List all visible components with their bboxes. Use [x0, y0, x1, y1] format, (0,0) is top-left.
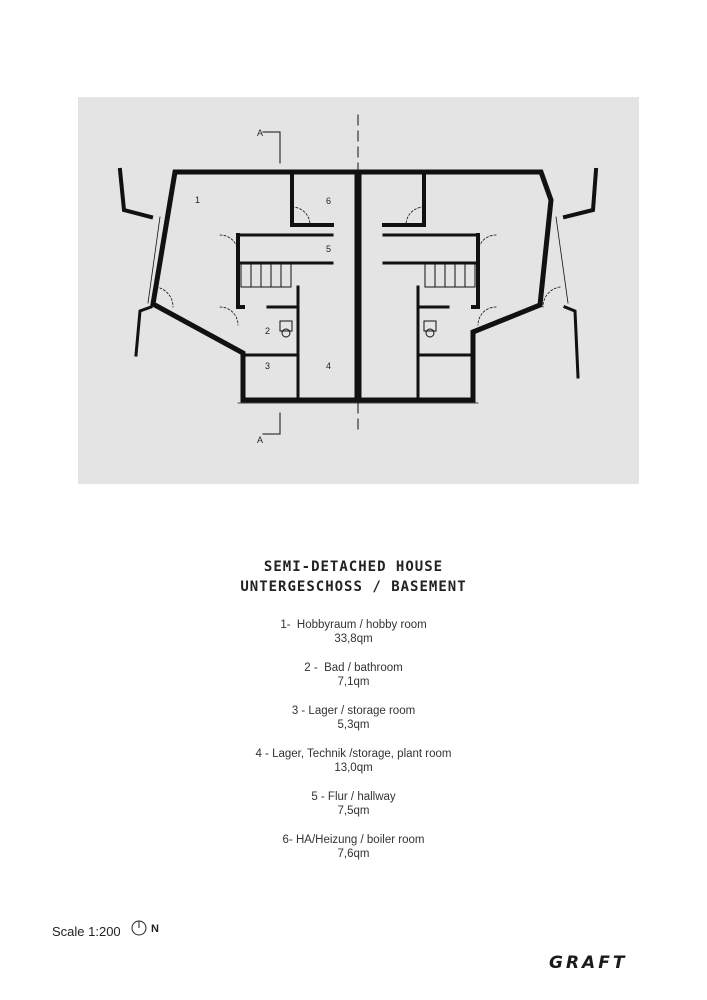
graft-logo: GRAFT: [549, 953, 628, 973]
room-label-4: 4: [326, 361, 332, 371]
room-label-3: 3: [265, 361, 271, 371]
legend-room-name: 4 - Lager, Technik /storage, plant room: [255, 748, 452, 760]
legend-item: [0, 790, 707, 818]
legend-room-area: 33,8qm: [334, 633, 373, 645]
legend-item: [0, 704, 707, 732]
legend-item: [0, 661, 707, 689]
legend-room-area: 13,0qm: [334, 762, 373, 774]
north-arrow-icon: [131, 920, 165, 940]
legend-room-name: 2 - Bad / bathroom: [304, 662, 403, 674]
scale-label: Scale 1:200: [52, 924, 121, 939]
room-legend: [0, 618, 707, 876]
legend-room-name: 1- Hobbyraum / hobby room: [280, 619, 427, 631]
legend-item: [0, 747, 707, 775]
legend-room-area: 7,1qm: [337, 676, 370, 688]
section-marker-top: A: [257, 128, 264, 138]
room-label-2: 2: [265, 326, 271, 336]
legend-room-name: 3 - Lager / storage room: [291, 705, 416, 717]
plan-subtitle: UNTERGESCHOSS / BASEMENT: [240, 579, 467, 595]
north-label: N: [151, 923, 159, 935]
legend-item: [0, 618, 707, 646]
legend-room-area: 5,3qm: [337, 719, 370, 731]
floor-plan-drawing: [78, 97, 639, 484]
room-label-6: 6: [326, 196, 332, 206]
legend-item: [0, 833, 707, 861]
legend-room-name: 6- HA/Heizung / boiler room: [282, 834, 425, 846]
legend-room-name: 5 - Flur / hallway: [311, 791, 396, 803]
room-label-1: 1: [195, 195, 201, 205]
section-marker-bottom: A: [257, 435, 264, 445]
room-label-5: 5: [326, 244, 332, 254]
plan-title: SEMI-DETACHED HOUSE: [263, 559, 444, 575]
legend-room-area: 7,5qm: [337, 805, 370, 817]
legend-room-area: 7,6qm: [337, 848, 370, 860]
floor-plan-panel: [78, 97, 639, 484]
